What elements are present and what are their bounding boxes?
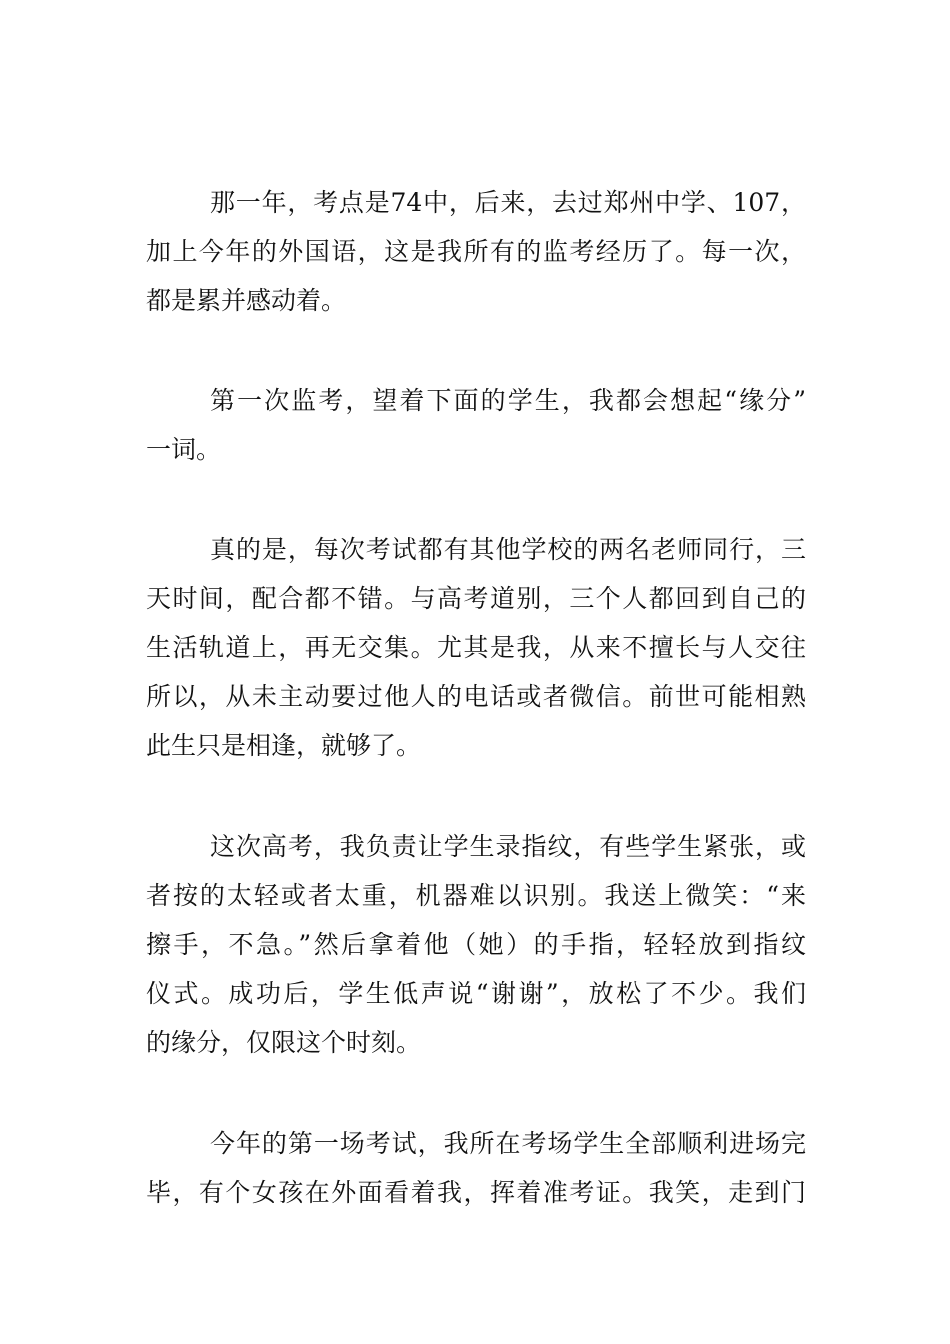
paragraph-4 [146,822,806,1067]
paragraph-line: 天时间，配合都不错。与高考道别，三个人都回到自己的 [146,584,806,613]
paragraph-line: 仪式。成功后，学生低声说“谢谢”，放松了不少。我们 [146,979,806,1008]
paragraph-line: 者按的太轻或者太重，机器难以识别。我送上微笑：“来 [146,881,806,910]
paragraph-line: 此生只是相逢，就够了。 [146,731,422,760]
paragraph-5 [146,1119,806,1217]
paragraph-3 [146,525,806,770]
paragraph-line: 真的是，每次考试都有其他学校的两名老师同行，三 [210,535,806,564]
paragraph-line: 的缘分，仅限这个时刻。 [146,1028,422,1057]
paragraph-1 [146,178,806,325]
paragraph-line: 都是累并感动着。 [146,286,347,315]
paragraph-line: 加上今年的外国语，这是我所有的监考经历了。每一次， [146,237,806,266]
paragraph-2 [146,376,806,474]
paragraph-line: 毕，有个女孩在外面看着我，挥着准考证。我笑，走到门 [146,1178,806,1207]
paragraph-line: 所以，从未主动要过他人的电话或者微信。前世可能相熟 [146,682,806,711]
paragraph-line: 一词。 [146,435,222,464]
paragraph-line: 那一年，考点是74中，后来，去过郑州中学、107， [210,188,806,217]
paragraph-line: 这次高考，我负责让学生录指纹，有些学生紧张，或 [210,832,806,861]
paragraph-line: 第一次监考，望着下面的学生，我都会想起“缘分” [210,386,806,415]
paragraph-line: 今年的第一场考试，我所在考场学生全部顺利进场完 [210,1129,806,1158]
paragraph-line: 生活轨道上，再无交集。尤其是我，从来不擅长与人交往 [146,633,806,662]
paragraph-line: 擦手，不急。”然后拿着他（她）的手指，轻轻放到指纹 [146,930,806,959]
